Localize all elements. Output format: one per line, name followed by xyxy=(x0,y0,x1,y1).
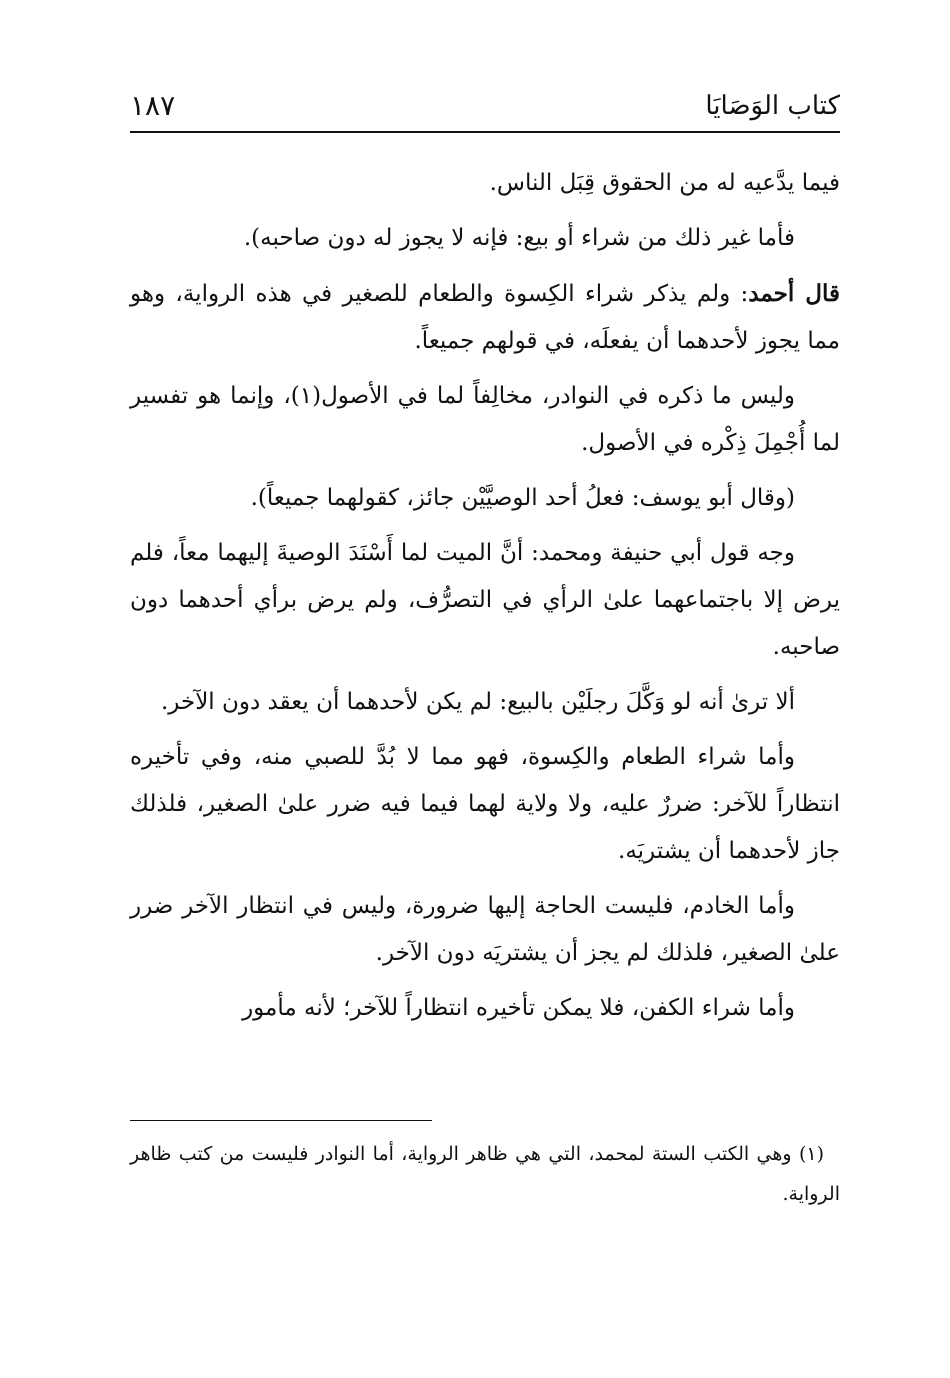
footnote-divider xyxy=(130,1120,432,1121)
paragraph-6 xyxy=(130,530,840,671)
chapter-title: كتاب الوَصَايَا xyxy=(705,91,840,121)
paragraph-3 xyxy=(130,270,840,365)
paragraph-text: وأما شراء الكفن، فلا يمكن تأخيره انتظاراً للآخر؛ لأنه مأمور xyxy=(242,995,795,1021)
footnote-text: (١) وهي الكتب الستة لمحمد، التي هي ظاهر الرواية، أما النوادر فليست من كتب ظاهر الرواية. xyxy=(130,1143,840,1205)
paragraph-8 xyxy=(130,734,840,875)
paragraph-5 xyxy=(130,475,840,522)
paragraph-1 xyxy=(130,160,840,207)
paragraph-9 xyxy=(130,883,840,977)
running-header xyxy=(130,86,840,126)
page-number: ١٨٧ xyxy=(130,89,176,122)
paragraph-2 xyxy=(130,215,840,262)
paragraph-text: وليس ما ذكره في النوادر، مخالِفاً لما في الأصول(١)، وإنما هو تفسير لما أُجْمِلَ ذِكْره في الأصول. xyxy=(130,383,840,456)
paragraph-text: وأما الخادم، فليست الحاجة إليها ضرورة، وليس في انتظار الآخر ضرر علىٰ الصغير، فلذلك لم يجز أن يشتريَه دون الآخر. xyxy=(130,893,840,966)
footnotes xyxy=(130,1134,840,1214)
paragraph-text: وجه قول أبي حنيفة ومحمد: أنَّ الميت لما أَسْنَدَ الوصيةَ إليهما معاً، فلم يرض إلا باجتماعهما علىٰ الرأي في التصرُّف، ولم يرض برأي أحدهما دون صاحبه. xyxy=(130,540,840,660)
footnote-1 xyxy=(130,1134,840,1214)
book-page xyxy=(130,0,840,1378)
paragraph-text: : ولم يذكر شراء الكِسوة والطعام للصغير في هذه الرواية، وهو مما يجوز لأحدهما أن يفعلَه، في قولهم جميعاً. xyxy=(130,281,840,354)
paragraph-text: وأما شراء الطعام والكِسوة، فهو مما لا بُدَّ للصبي منه، وفي تأخيره انتظاراً للآخر: ضررٌ عليه، ولا ولاية لهما فيما فيه ضرر علىٰ الصغير، فلذلك جاز لأحدهما أن يشتريَه. xyxy=(130,744,840,864)
paragraph-text: فأما غير ذلك من شراء أو بيع: فإنه لا يجوز له دون صاحبه). xyxy=(243,225,795,251)
paragraph-text: فيما يدَّعيه له من الحقوق قِبَل الناس. xyxy=(489,170,840,196)
paragraph-10 xyxy=(130,985,840,1032)
paragraph-lead-bold: قال أحمد xyxy=(748,280,841,307)
paragraph-text: (وقال أبو يوسف: فعلُ أحد الوصيَّيْن جائز، كقولهما جميعاً). xyxy=(250,485,795,511)
paragraph-7 xyxy=(130,679,840,726)
body-text xyxy=(130,160,840,1040)
header-divider xyxy=(130,131,840,133)
paragraph-4 xyxy=(130,373,840,467)
paragraph-text: ألا ترىٰ أنه لو وَكَّلَ رجلَيْن بالبيع: لم يكن لأحدهما أن يعقد دون الآخر. xyxy=(160,689,795,715)
